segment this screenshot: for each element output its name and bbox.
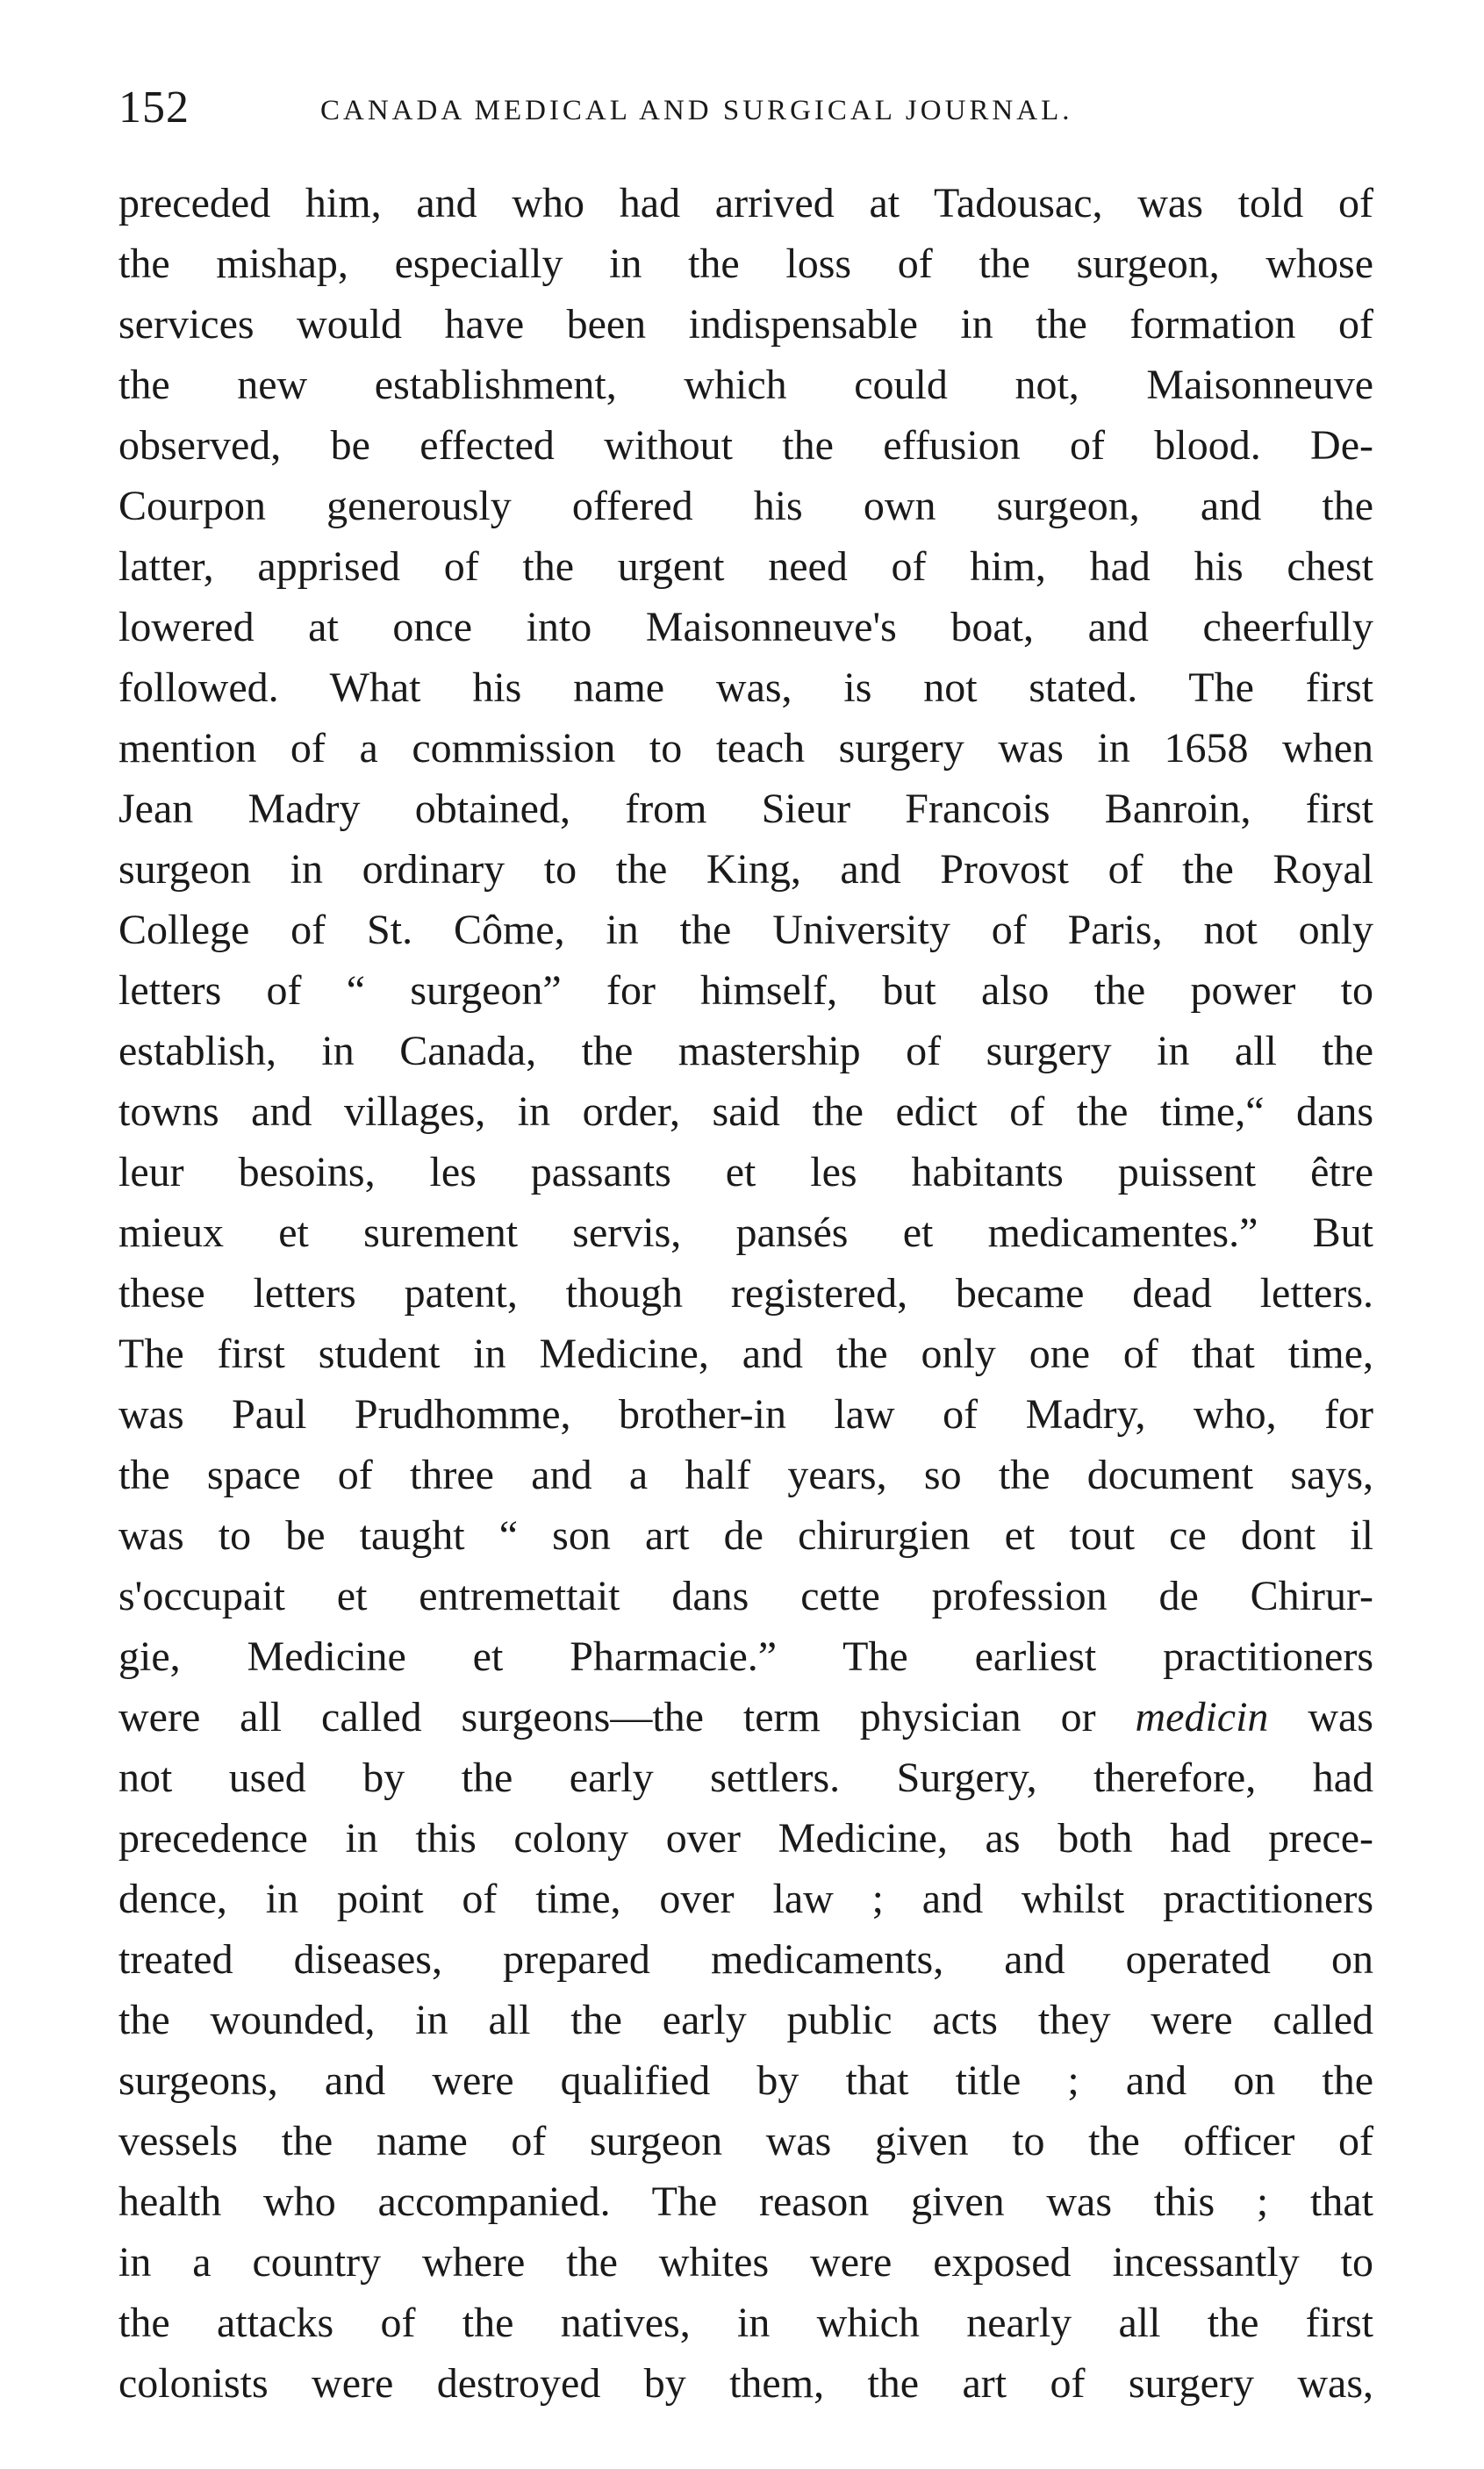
text-line: in a country where the whites were exposed incessantly to: [118, 2239, 1373, 2286]
text-line: vessels the name of surgeon was given to the officer of: [118, 2118, 1373, 2164]
text-line-mixed: [118, 1687, 1373, 1748]
text-line: gie, Medicine et Pharmacie.” The earliest practitioners: [118, 1633, 1373, 1680]
text-line: precedence in this colony over Medicine, as both had prece-: [118, 1815, 1373, 1862]
text-line: followed. What his name was, is not stated. The first: [118, 664, 1373, 711]
text-line: the attacks of the natives, in which nearly all the first: [118, 2300, 1373, 2346]
text-line: dence, in point of time, over law ; and whilst practitioners: [118, 1876, 1373, 1922]
text-line: letters of “ surgeon” for himself, but also the power to: [118, 967, 1373, 1014]
running-head: CANADA MEDICAL AND SURGICAL JOURNAL.: [320, 95, 1073, 126]
page-number: 152: [118, 83, 190, 133]
text-line: surgeons, and were qualified by that title ; and on the: [118, 2057, 1373, 2104]
text-line: preceded him, and who had arrived at Tadousac, was told of: [118, 180, 1373, 226]
text-line: observed, be effected without the effusion of blood. De-: [118, 422, 1373, 469]
text-line: was to be taught “ son art de chirurgien et tout ce dont il: [118, 1512, 1373, 1559]
text-line: towns and villages, in order, said the edict of the time,“ dans: [118, 1088, 1373, 1135]
text-line: not used by the early settlers. Surgery, therefore, had: [118, 1755, 1373, 1801]
text-line: leur besoins, les passants et les habitants puissent être: [118, 1149, 1373, 1195]
italic-word: medicin: [1135, 1694, 1269, 1741]
text-line: was Paul Prudhomme, brother-in law of Madry, who, for: [118, 1391, 1373, 1438]
body-text: [118, 173, 1373, 2414]
text-line: Courpon generously offered his own surgeon, and the: [118, 483, 1373, 529]
text-line: services would have been indispensable in the formation of: [118, 301, 1373, 348]
text-line: The first student in Medicine, and the only one of that time,: [118, 1331, 1373, 1377]
text-line: Jean Madry obtained, from Sieur Francois Banroin, first: [118, 786, 1373, 832]
page-header: [118, 77, 1373, 139]
text-line: mention of a commission to teach surgery was in 1658 when: [118, 725, 1373, 772]
text-line: s'occupait et entremettait dans cette profession de Chirur-: [118, 1573, 1373, 1619]
text-line: these letters patent, though registered, became dead letters.: [118, 1270, 1373, 1317]
text-line: health who accompanied. The reason given was this ; that: [118, 2178, 1373, 2225]
text-line: the mishap, especially in the loss of the surgeon, whose: [118, 240, 1373, 287]
text-line: the wounded, in all the early public acts they were called: [118, 1997, 1373, 2043]
text-line: surgeon in ordinary to the King, and Provost of the Royal: [118, 846, 1373, 893]
text-line: lowered at once into Maisonneuve's boat, and cheerfully: [118, 604, 1373, 650]
text-line: the space of three and a half years, so the document says,: [118, 1452, 1373, 1498]
text-line: the new establishment, which could not, Maisonneuve: [118, 362, 1373, 408]
text-line: treated diseases, prepared medicaments, and operated on: [118, 1936, 1373, 1983]
text-line: colonists were destroyed by them, the art of surgery was,: [118, 2360, 1373, 2407]
text-line: establish, in Canada, the mastership of surgery in all the: [118, 1028, 1373, 1074]
text-run: were all called surgeons—the term physician or: [118, 1694, 1136, 1741]
text-line: latter, apprised of the urgent need of him, had his chest: [118, 543, 1373, 590]
text-run: was: [1268, 1694, 1373, 1741]
text-line: College of St. Côme, in the University of Paris, not only: [118, 907, 1373, 953]
text-line: mieux et surement servis, pansés et medicamentes.” But: [118, 1209, 1373, 1256]
